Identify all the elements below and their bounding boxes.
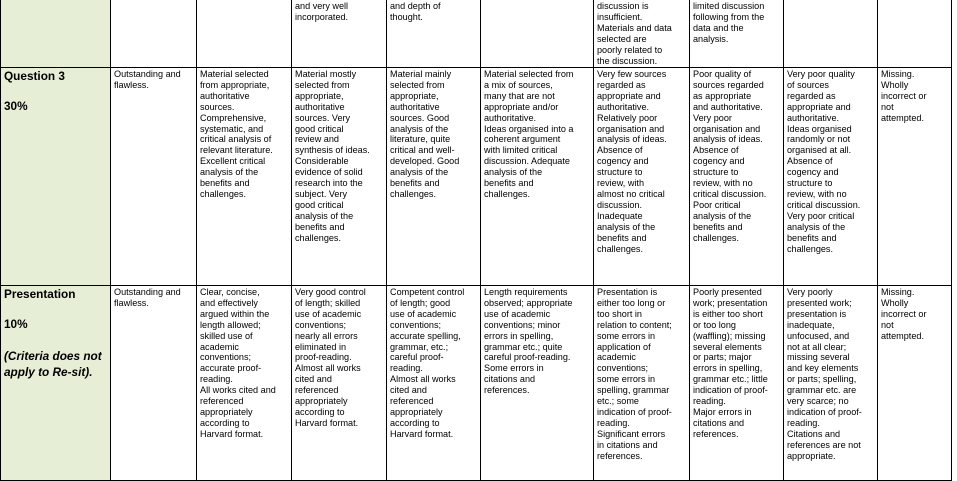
descriptor-line: academic: [597, 352, 636, 363]
descriptor-line: Very poor quality: [787, 69, 855, 79]
descriptor-line: Comprehensive,: [200, 112, 267, 123]
descriptor-line: coherent argument: [484, 134, 561, 145]
descriptor-line: Relatively poor: [597, 112, 658, 123]
descriptor-line: references.: [693, 428, 739, 439]
descriptor-line: Absence of: [693, 145, 739, 156]
descriptor-line: sources. Good: [390, 112, 450, 123]
descriptor-line: incorporated.: [295, 11, 349, 22]
grade-cell-excellent: [197, 68, 292, 286]
descriptor-line: challenges.: [295, 232, 342, 243]
descriptor-line: incorrect or: [881, 90, 927, 101]
descriptor-line: referenced: [200, 396, 244, 407]
criterion-cell: [1, 286, 111, 481]
descriptor-line: of length; skilled: [295, 297, 361, 308]
descriptor-line: either too long or: [597, 297, 666, 308]
descriptor-line: reading.: [597, 417, 630, 428]
descriptor-line: eliminated in: [295, 341, 347, 352]
descriptor-line: Very good control: [295, 287, 366, 297]
descriptor-line: careful proof-reading.: [484, 352, 571, 363]
descriptor-line: relevant literature.: [200, 145, 273, 156]
grade-cell-outstanding: [111, 68, 197, 286]
descriptor-line: review and: [295, 134, 339, 145]
descriptor-line: references.: [597, 450, 643, 461]
grade-cell-poor: [690, 0, 784, 68]
descriptor-line: Excellent critical: [200, 156, 266, 167]
descriptor-line: several elements: [693, 341, 762, 352]
descriptor-line: Almost all works: [390, 374, 456, 385]
descriptor-line: benefits and: [484, 178, 534, 189]
grade-cell-missing: [878, 0, 952, 68]
grade-cell-very-good: [292, 68, 387, 286]
descriptor-line: cogency and: [787, 167, 839, 178]
descriptor-line: presented work;: [787, 297, 852, 308]
descriptor-line: flawless.: [114, 297, 149, 308]
descriptor-line: synthesis of ideas.: [295, 145, 370, 156]
descriptor-line: in citations and: [597, 439, 658, 450]
descriptor-line: work; presentation: [693, 297, 768, 308]
descriptor-line: many that are not: [484, 90, 555, 101]
descriptor-line: Major errors in: [693, 406, 752, 417]
descriptor-line: Very poor: [693, 112, 732, 123]
descriptor-line: authoritative: [390, 101, 440, 112]
descriptor-line: analysis of ideas.: [693, 134, 763, 145]
descriptor-line: citations and: [693, 417, 745, 428]
descriptor-line: nearly all errors: [295, 330, 358, 341]
descriptor-line: Harvard format.: [295, 417, 359, 428]
descriptor-line: Significant errors: [597, 428, 666, 439]
criterion-weight: 30%: [4, 99, 28, 113]
descriptor-line: benefits and: [390, 178, 440, 189]
descriptor-line: grammar etc.; quite: [484, 341, 563, 352]
descriptor-line: authoritative.: [484, 112, 537, 123]
descriptor-line: almost no critical: [597, 188, 665, 199]
descriptor-line: authoritative: [295, 101, 345, 112]
descriptor-line: and very well: [295, 1, 349, 11]
descriptor-line: sources.: [200, 101, 235, 112]
descriptor-line: Very poorly: [787, 287, 833, 297]
descriptor-line: grammar etc.; little: [693, 374, 768, 385]
descriptor-line: conventions;: [390, 319, 442, 330]
descriptor-line: good critical: [295, 123, 344, 134]
descriptor-line: application of: [597, 341, 651, 352]
descriptor-line: use of academic: [390, 308, 457, 319]
descriptor-line: Poor quality of: [693, 69, 752, 79]
descriptor-line: is either too short: [693, 308, 763, 319]
criterion-cell: [1, 68, 111, 286]
grade-cell-excellent: [197, 0, 292, 68]
descriptor-line: according to: [390, 417, 440, 428]
rubric-row: [1, 0, 952, 68]
descriptor-line: indication of proof-: [693, 385, 768, 396]
descriptor-line: and effectively: [200, 297, 258, 308]
descriptor-line: limited discussion: [693, 1, 765, 11]
descriptor-line: reading.: [200, 374, 233, 385]
grade-cell-inadequate: [594, 68, 690, 286]
descriptor-line: Outstanding and: [114, 287, 181, 297]
descriptor-line: Considerable: [295, 156, 349, 167]
descriptor-line: as appropriate: [693, 90, 752, 101]
descriptor-line: use of academic: [484, 308, 551, 319]
descriptor-line: according to: [200, 417, 250, 428]
descriptor-line: challenges.: [597, 243, 644, 254]
descriptor-line: Material mostly: [295, 69, 357, 79]
descriptor-line: thought.: [390, 11, 423, 22]
descriptor-line: developed. Good: [390, 156, 460, 167]
grade-cell-excellent: [197, 286, 292, 481]
descriptor-line: appropriately: [295, 396, 348, 407]
descriptor-line: missing several: [787, 352, 850, 363]
descriptor-line: selected from: [390, 79, 445, 90]
descriptor-line: Presentation is: [597, 287, 658, 297]
descriptor-line: Harvard format.: [200, 428, 264, 439]
descriptor-line: analysis of the: [390, 167, 449, 178]
descriptor-line: discussion.: [597, 199, 642, 210]
grade-cell-adequate: [481, 68, 594, 286]
descriptor-line: challenges.: [390, 188, 437, 199]
descriptor-line: benefits and: [787, 232, 837, 243]
descriptor-line: benefits and: [295, 221, 345, 232]
descriptor-line: Poor critical: [693, 199, 741, 210]
descriptor-line: Ideas organised into a: [484, 123, 574, 134]
descriptor-line: good critical: [295, 199, 344, 210]
descriptor-line: Some errors in: [484, 363, 544, 374]
descriptor-line: Poorly presented: [693, 287, 762, 297]
grade-cell-poor: [690, 68, 784, 286]
descriptor-line: appropriately: [200, 406, 253, 417]
criterion-note: (Criteria does not apply to Re-sit).: [4, 349, 102, 379]
descriptor-line: attempted.: [881, 112, 924, 123]
descriptor-line: analysis of the: [200, 167, 259, 178]
descriptor-line: subject. Very: [295, 188, 348, 199]
descriptor-line: errors in spelling,: [693, 363, 763, 374]
descriptor-line: (waffling); missing: [693, 330, 766, 341]
descriptor-line: challenges.: [200, 188, 247, 199]
descriptor-line: Material selected: [200, 69, 269, 79]
descriptor-line: review, with no: [693, 178, 753, 189]
descriptor-line: appropriately: [390, 406, 443, 417]
descriptor-line: regarded as: [787, 90, 836, 101]
descriptor-line: benefits and: [200, 178, 250, 189]
rubric-row: [1, 68, 952, 286]
descriptor-line: insufficient.: [597, 11, 643, 22]
descriptor-line: some errors in: [597, 374, 656, 385]
descriptor-line: review, with no: [787, 188, 847, 199]
descriptor-line: selected are: [597, 33, 647, 44]
grade-cell-adequate: [481, 0, 594, 68]
descriptor-line: reading.: [787, 417, 820, 428]
descriptor-line: cogency and: [597, 156, 649, 167]
grade-cell-inadequate: [594, 0, 690, 68]
descriptor-line: Material mainly: [390, 69, 452, 79]
descriptor-line: careful proof-: [390, 352, 444, 363]
descriptor-line: appropriate,: [390, 90, 439, 101]
descriptor-line: critical discussion.: [787, 199, 861, 210]
descriptor-line: references are not: [787, 439, 861, 450]
descriptor-line: Length requirements: [484, 287, 568, 297]
descriptor-line: incorrect or: [881, 308, 927, 319]
descriptor-line: analysis of the: [295, 210, 354, 221]
descriptor-line: not: [881, 101, 894, 112]
descriptor-line: discussion is: [597, 1, 649, 11]
descriptor-line: inadequate,: [787, 319, 835, 330]
descriptor-line: regarded as: [597, 79, 646, 90]
descriptor-line: of sources: [787, 79, 829, 90]
descriptor-line: some errors in: [597, 330, 656, 341]
descriptor-line: grammar, etc.;: [390, 341, 449, 352]
descriptor-line: review, with: [597, 178, 645, 189]
descriptor-line: randomly or not: [787, 134, 851, 145]
descriptor-line: structure to: [693, 167, 739, 178]
descriptor-line: attempted.: [881, 330, 924, 341]
descriptor-line: literature, quite: [390, 134, 451, 145]
descriptor-line: Materials and data: [597, 22, 672, 33]
descriptor-line: analysis of the: [390, 123, 449, 134]
descriptor-line: or parts; spelling,: [787, 374, 857, 385]
descriptor-line: Missing.: [881, 287, 915, 297]
descriptor-line: appropriate,: [295, 90, 344, 101]
descriptor-line: Outstanding and: [114, 69, 181, 79]
descriptor-line: and authoritative.: [693, 101, 763, 112]
descriptor-line: referenced: [295, 385, 339, 396]
descriptor-line: and depth of: [390, 1, 441, 11]
descriptor-line: appropriate and: [597, 90, 661, 101]
descriptor-line: or too long: [693, 319, 736, 330]
descriptor-line: analysis of the: [597, 221, 656, 232]
descriptor-line: challenges.: [484, 188, 531, 199]
descriptor-line: indication of proof-: [597, 406, 672, 417]
descriptor-line: Competent control: [390, 287, 465, 297]
descriptor-line: and key elements: [787, 363, 859, 374]
descriptor-line: cited and: [295, 374, 332, 385]
descriptor-line: critical analysis of: [200, 134, 272, 145]
grade-cell-outstanding: [111, 0, 197, 68]
descriptor-line: critical discussion.: [693, 188, 767, 199]
descriptor-line: challenges.: [693, 232, 740, 243]
grade-cell-very-poor: [784, 0, 878, 68]
descriptor-line: a mix of sources,: [484, 79, 553, 90]
descriptor-line: Missing.: [881, 69, 915, 79]
descriptor-line: organisation and: [597, 123, 665, 134]
descriptor-line: skilled use of: [200, 330, 253, 341]
descriptor-line: from appropriate,: [200, 79, 270, 90]
descriptor-line: Very poor critical: [787, 210, 855, 221]
descriptor-line: appropriate and/or: [484, 101, 559, 112]
descriptor-line: Wholly: [881, 297, 909, 308]
descriptor-line: Absence of: [597, 145, 643, 156]
grade-cell-missing: [878, 68, 952, 286]
descriptor-line: cited and: [390, 385, 427, 396]
descriptor-line: references.: [484, 385, 530, 396]
descriptor-line: authoritative.: [597, 101, 650, 112]
criterion-name: Question 3: [4, 69, 65, 83]
descriptor-line: organisation and: [693, 123, 761, 134]
grade-cell-adequate: [481, 286, 594, 481]
descriptor-line: analysis of the: [693, 210, 752, 221]
descriptor-line: Almost all works: [295, 363, 361, 374]
descriptor-line: structure to: [787, 178, 833, 189]
descriptor-line: challenges.: [787, 243, 834, 254]
descriptor-line: structure to: [597, 167, 643, 178]
descriptor-line: discussion. Adequate: [484, 156, 570, 167]
descriptor-line: accurate spelling,: [390, 330, 461, 341]
descriptor-line: etc.; some: [597, 396, 639, 407]
grade-cell-poor: [690, 286, 784, 481]
grade-cell-good: [387, 0, 481, 68]
descriptor-line: conventions;: [200, 352, 252, 363]
descriptor-line: appropriate and: [787, 101, 851, 112]
grade-cell-good: [387, 286, 481, 481]
descriptor-line: reading.: [390, 363, 423, 374]
descriptor-line: selected from: [295, 79, 350, 90]
descriptor-line: citations and: [484, 374, 536, 385]
grade-cell-very-poor: [784, 68, 878, 286]
descriptor-line: analysis of the: [484, 167, 543, 178]
descriptor-line: flawless.: [114, 79, 149, 90]
descriptor-line: very scarce; no: [787, 396, 849, 407]
descriptor-line: referenced: [390, 396, 434, 407]
grade-cell-very-good: [292, 0, 387, 68]
descriptor-line: analysis of ideas.: [597, 134, 667, 145]
grade-cell-inadequate: [594, 286, 690, 481]
criterion-cell: [1, 0, 111, 68]
grade-cell-very-good: [292, 286, 387, 481]
descriptor-line: unfocused, and: [787, 330, 850, 341]
descriptor-line: Inadequate: [597, 210, 643, 221]
descriptor-line: Material selected from: [484, 69, 574, 79]
descriptor-line: Harvard format.: [390, 428, 454, 439]
rubric-row: [1, 286, 952, 481]
grade-cell-very-poor: [784, 286, 878, 481]
descriptor-line: relation to content;: [597, 319, 672, 330]
descriptor-line: proof-reading.: [295, 352, 352, 363]
descriptor-line: length allowed;: [200, 319, 261, 330]
descriptor-line: analysis.: [693, 33, 729, 44]
descriptor-line: according to: [295, 406, 345, 417]
descriptor-line: systematic, and: [200, 123, 264, 134]
descriptor-line: or parts; major: [693, 352, 752, 363]
descriptor-line: poorly related to: [597, 44, 663, 55]
descriptor-line: academic: [200, 341, 239, 352]
grade-cell-good: [387, 68, 481, 286]
descriptor-line: authoritative: [200, 90, 250, 101]
descriptor-line: too short in: [597, 308, 642, 319]
descriptor-line: All works cited and: [200, 385, 276, 396]
descriptor-line: grammar etc. are: [787, 385, 857, 396]
descriptor-line: sources regarded: [693, 79, 764, 90]
descriptor-line: Ideas organised: [787, 123, 852, 134]
descriptor-line: analysis of the: [787, 221, 846, 232]
descriptor-line: evidence of solid: [295, 167, 363, 178]
descriptor-line: benefits and: [597, 232, 647, 243]
descriptor-line: presentation is: [787, 308, 847, 319]
descriptor-line: data and the: [693, 22, 744, 33]
grade-cell-missing: [878, 286, 952, 481]
descriptor-line: indication of proof-: [787, 406, 862, 417]
descriptor-line: conventions;: [597, 363, 649, 374]
descriptor-line: of length; good: [390, 297, 451, 308]
descriptor-line: Very few sources: [597, 69, 667, 79]
descriptor-line: conventions; minor: [484, 319, 561, 330]
descriptor-line: Clear, concise,: [200, 287, 260, 297]
criterion-weight: 10%: [4, 317, 28, 331]
descriptor-line: organised at all.: [787, 145, 852, 156]
descriptor-line: conventions;: [295, 319, 347, 330]
descriptor-line: not at all clear;: [787, 341, 847, 352]
descriptor-line: errors in spelling,: [484, 330, 554, 341]
descriptor-line: following from the: [693, 11, 765, 22]
grade-cell-outstanding: [111, 286, 197, 481]
descriptor-line: use of academic: [295, 308, 362, 319]
descriptor-line: benefits and: [693, 221, 743, 232]
descriptor-line: with limited critical: [484, 145, 558, 156]
descriptor-line: argued within the: [200, 308, 270, 319]
descriptor-line: accurate proof-: [200, 363, 262, 374]
descriptor-line: Wholly: [881, 79, 909, 90]
descriptor-line: Citations and: [787, 428, 841, 439]
descriptor-line: sources. Very: [295, 112, 351, 123]
descriptor-line: not: [881, 319, 894, 330]
descriptor-line: authoritative.: [787, 112, 840, 123]
descriptor-line: Absence of: [787, 156, 833, 167]
descriptor-line: reading.: [693, 396, 726, 407]
descriptor-line: research into the: [295, 178, 363, 189]
criterion-name: Presentation: [4, 287, 76, 301]
descriptor-line: spelling, grammar: [597, 385, 670, 396]
descriptor-line: appropriate.: [787, 450, 836, 461]
descriptor-line: critical and well-: [390, 145, 455, 156]
descriptor-line: cogency and: [693, 156, 745, 167]
descriptor-line: observed; appropriate: [484, 297, 573, 308]
descriptor-line: the discussion.: [597, 55, 658, 66]
